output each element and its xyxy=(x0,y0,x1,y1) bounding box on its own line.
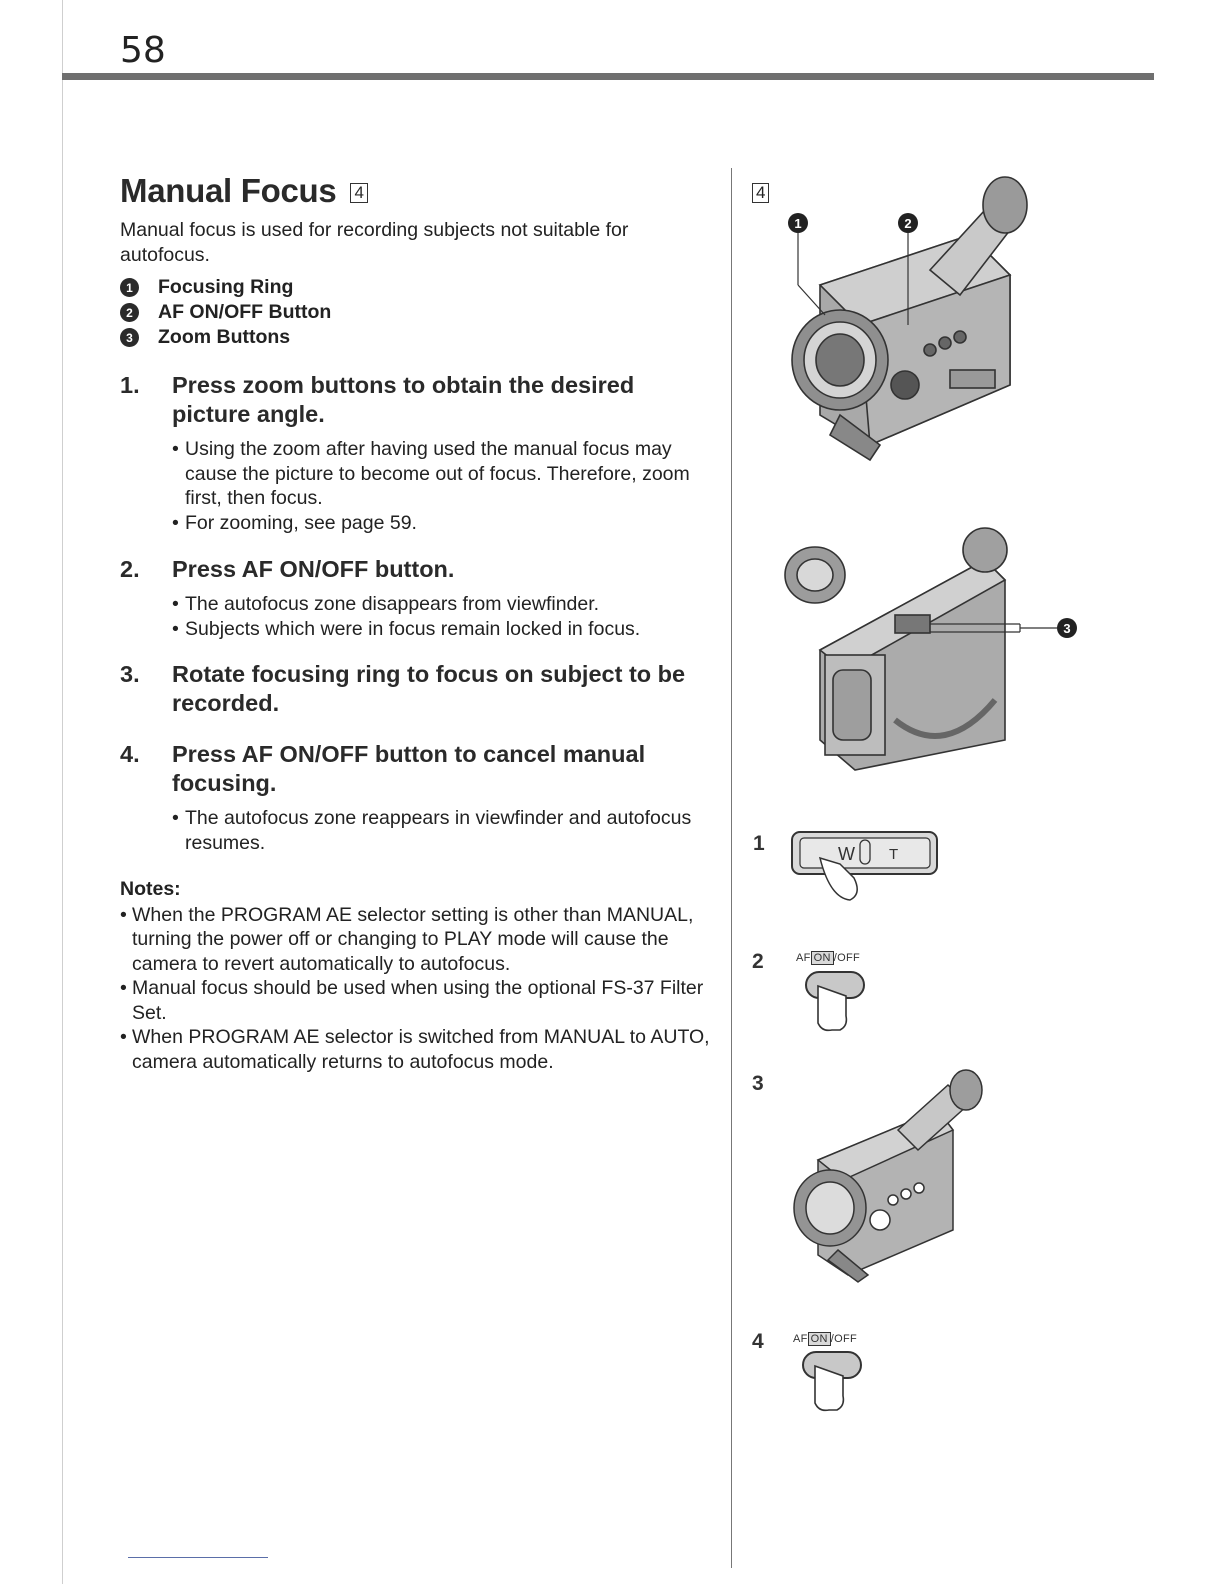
step-number: 2. xyxy=(120,556,140,582)
part-label: Zoom Buttons xyxy=(158,326,291,348)
bullet-item: • For zooming, see page 59. xyxy=(172,511,417,534)
af-button-illustration xyxy=(800,968,870,1038)
page-edge-rule xyxy=(62,0,63,1584)
callout-3-label: 3 xyxy=(1063,621,1071,636)
part-item xyxy=(120,275,331,300)
bullet-item: • The autofocus zone reappears in viewfinder and autofocus resumes. xyxy=(172,807,692,854)
zoom-buttons-illustration xyxy=(790,828,940,908)
step-4 xyxy=(120,740,720,855)
step-bullets xyxy=(172,806,720,855)
callout-2-label: 2 xyxy=(904,216,912,231)
header-rule xyxy=(62,73,1154,80)
zoom-wide-label: W xyxy=(838,844,855,864)
bullet-item: • The autofocus zone disappears from viewfinder. xyxy=(172,593,600,615)
camcorder-top-illustration xyxy=(785,520,1085,780)
step-3 xyxy=(120,660,720,718)
figure-step-number: 2 xyxy=(752,950,764,973)
step-text: Rotate focusing ring to focus on subject to be recorded. xyxy=(172,661,686,716)
column-divider xyxy=(731,168,732,1568)
figure-step-number: 4 xyxy=(752,1330,764,1353)
part-marker: 3 xyxy=(120,328,139,347)
step-number: 1. xyxy=(120,372,140,398)
section-title-text: Manual Focus xyxy=(120,172,337,209)
page-number: 58 xyxy=(120,30,166,71)
section-title xyxy=(120,172,368,210)
part-marker: 2 xyxy=(120,303,139,322)
zoom-tele-label: T xyxy=(889,846,899,863)
part-item xyxy=(120,325,331,350)
figure-step-number: 3 xyxy=(752,1072,764,1095)
figure-step-number: 1 xyxy=(753,832,765,855)
figure-reference-badge: 4 xyxy=(752,183,769,203)
step-text: Press AF ON/OFF button to cancel manual focusing. xyxy=(172,741,646,796)
step-bullets xyxy=(172,437,720,535)
af-onoff-label: AF ON /OFF xyxy=(793,1333,858,1345)
step-2 xyxy=(120,555,720,641)
notes-block xyxy=(120,877,710,1074)
callout-1-label: 1 xyxy=(794,216,802,231)
intro-text: Manual focus is used for recording subjects not suitable for autofocus. xyxy=(120,219,629,266)
note-item: • When PROGRAM AE selector is switched from MANUAL to AUTO, camera automatically returns to autofocus mode. xyxy=(120,1026,710,1073)
note-item: • When the PROGRAM AE selector setting is other than MANUAL, turning the power off or changing to PLAY mode will cause the camera to revert automatically to autofocus. xyxy=(120,903,694,975)
footer-line xyxy=(128,1557,268,1558)
step-number: 4. xyxy=(120,741,140,767)
step-text: Press zoom buttons to obtain the desired picture angle. xyxy=(172,372,635,427)
figure-reference-badge: 4 xyxy=(350,183,367,203)
step-number: 3. xyxy=(120,661,140,687)
parts-list xyxy=(120,275,331,350)
step-bullets xyxy=(172,592,720,641)
bullet-item: • Using the zoom after having used the manual focus may cause the picture to become out of focus. Therefore, zoom first, then focus. xyxy=(172,438,690,509)
part-item xyxy=(120,300,331,325)
part-marker: 1 xyxy=(120,278,139,297)
bullet-item: • Subjects which were in focus remain locked in focus. xyxy=(172,617,641,640)
camcorder-front-illustration xyxy=(780,175,1050,475)
step-text: Press AF ON/OFF button. xyxy=(172,556,455,582)
notes-title: Notes: xyxy=(120,878,181,900)
step-1 xyxy=(120,371,720,535)
camcorder-focus-illustration xyxy=(788,1070,988,1285)
af-onoff-label: AF ON /OFF xyxy=(796,952,861,964)
part-label: AF ON/OFF Button xyxy=(158,301,332,323)
part-label: Focusing Ring xyxy=(158,276,294,298)
af-button-illustration xyxy=(797,1348,867,1418)
note-item: • Manual focus should be used when using the optional FS-37 Filter Set. xyxy=(120,977,704,1024)
